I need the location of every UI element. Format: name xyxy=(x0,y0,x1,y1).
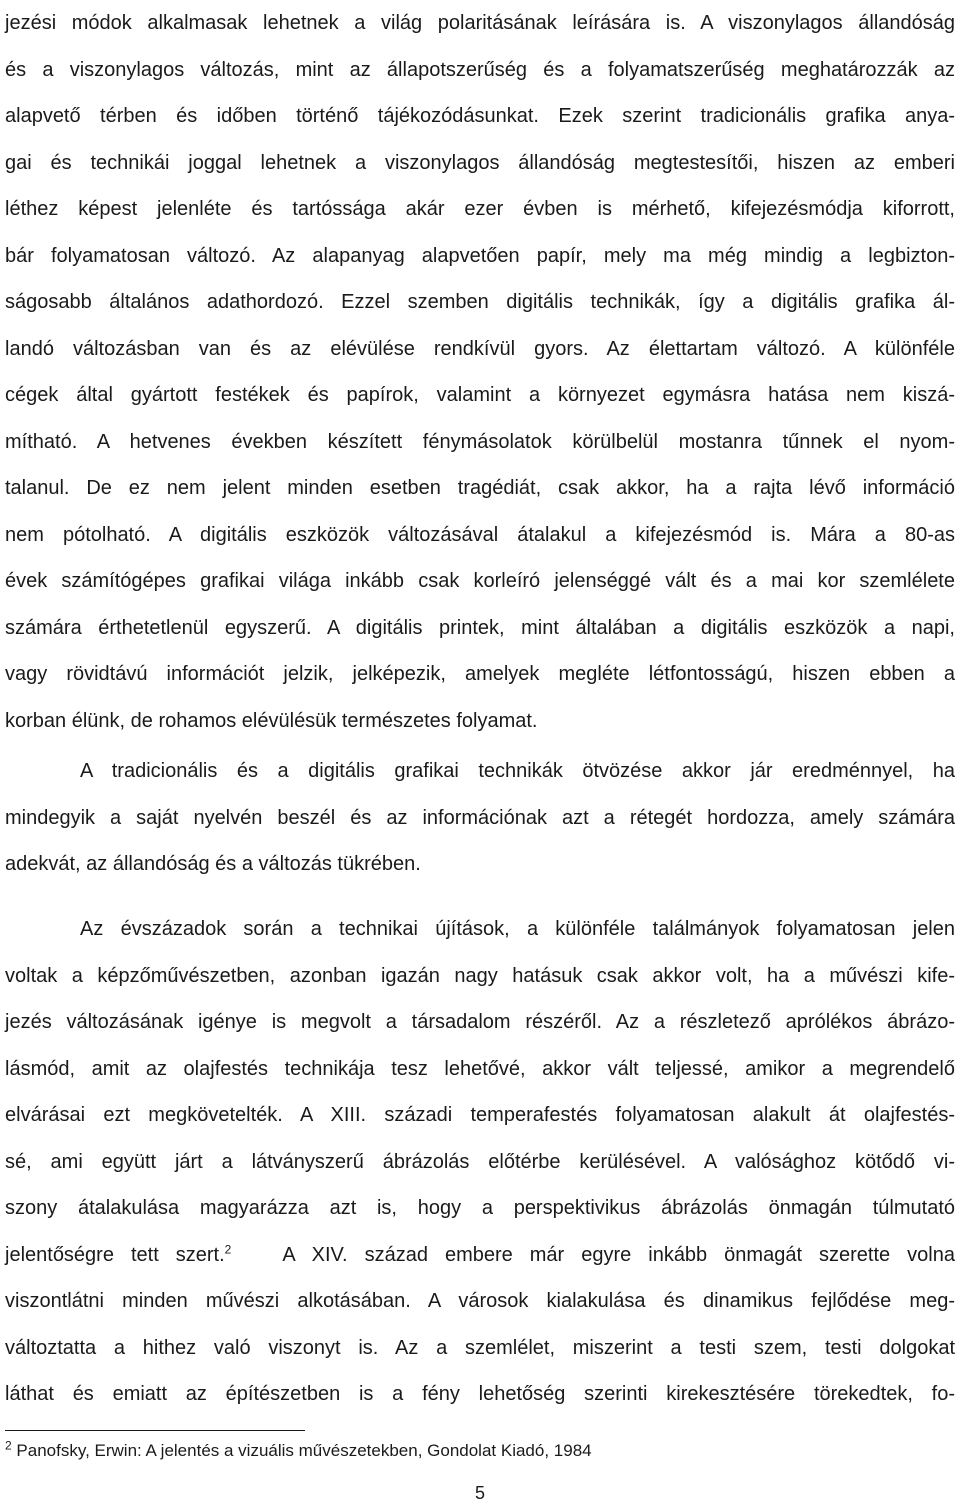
footnote-number: 2 xyxy=(5,1438,12,1453)
text-line: nem pótolható. A digitális eszközök változásával átalakul a kifejezésmód is. Mára a 80-as xyxy=(5,523,955,546)
text-line: adekvát, az állandóság és a változás tükrében. xyxy=(5,853,421,875)
paragraph-1 xyxy=(5,0,955,744)
text-line: láthat és emiatt az építészetben is a fény lehetőség szerinti kirekesztésére törekedtek, fo- xyxy=(5,1383,955,1405)
page-number: 5 xyxy=(474,1483,485,1503)
text-segment: jelentőségre tett szert. xyxy=(5,1243,225,1266)
text-line: vagy rövidtávú információt jelzik, jelképezik, amelyek megléte létfontosságú, hiszen ebben a xyxy=(5,663,955,685)
text-segment: A XIV. század embere már egyre inkább önmagát szerette volna xyxy=(282,1243,955,1266)
footnote-divider xyxy=(5,1430,305,1431)
text-line: változtatta a hithez való viszonyt is. Az a szemlélet, miszerint a testi szem, testi dolgokat xyxy=(5,1336,955,1359)
text-line: cégek által gyártott festékek és papírok, valamint a környezet egymásra hatása nem kiszá- xyxy=(5,384,955,406)
text-line: mítható. A hetvenes években készített fénymásolatok körülbelül mostanra tűnnek el nyom- xyxy=(5,430,955,453)
text-line: léthez képest jelenléte és tartóssága akár ezer évben is mérhető, kifejezésmódja kiforrott, xyxy=(5,198,955,220)
text-line: voltak a képzőművészetben, azonban igazán nagy hatásuk csak akkor volt, ha a művészi kife- xyxy=(5,964,955,987)
text-line: talanul. De ez nem jelent minden esetben tragédiát, csak akkor, ha a rajta lévő információ xyxy=(5,477,955,499)
text-line: viszontlátni minden művészi alkotásában. A városok kialakulása és dinamikus fejlődése meg- xyxy=(5,1290,955,1312)
text-line: sé, ami együtt járt a látványszerű ábrázolás előtérbe kerülésével. A valósághoz kötődő vi- xyxy=(5,1150,955,1173)
paragraph-2 xyxy=(5,748,955,888)
text-line: alapvető térben és időben történő tájékozódásunkat. Ezek szerint tradicionális grafika anya- xyxy=(5,105,955,127)
text-line: bár folyamatosan változó. Az alapanyag alapvetően papír, mely ma még mindig a legbizton- xyxy=(5,244,955,267)
footnote xyxy=(5,1438,592,1464)
text-line: jezés változásának igénye is megvolt a társadalom részéről. Az a részletező aprólékos ábrázo- xyxy=(5,1011,955,1033)
text-line: korban élünk, de rohamos elévülésük természetes folyamat. xyxy=(5,709,538,732)
text-line: és a viszonylagos változás, mint az állapotszerűség és a folyamatszerűség meghatározzák az xyxy=(5,58,955,81)
text-line: mindegyik a saját nyelvén beszél és az információnak azt a rétegét hordozza, amely számára xyxy=(5,806,955,829)
text-line: számára érthetetlenül egyszerű. A digitális printek, mint általában a digitális eszközök a napi, xyxy=(5,616,955,639)
text-line: gai és technikái joggal lehetnek a viszonylagos állandóság megtestesítői, hiszen az emberi xyxy=(5,151,955,174)
text-line: elvárásai ezt megkövetelték. A XIII. századi temperafestés folyamatosan alakult át olajfestés- xyxy=(5,1104,955,1126)
text-line: évek számítógépes grafikai világa inkább csak korleíró jelenséggé vált és a mai kor szemlélete xyxy=(5,570,955,592)
text-line: A tradicionális és a digitális grafikai technikák ötvözése akkor jár eredménnyel, ha xyxy=(80,760,955,782)
text-line-with-footnote xyxy=(5,1232,955,1279)
text-line: jezési módok alkalmasak lehetnek a világ polaritásának leírására is. A viszonylagos állandóság xyxy=(5,12,955,34)
text-line: ságosabb általános adathordozó. Ezzel szemben digitális technikák, így a digitális grafika ál- xyxy=(5,291,955,313)
footnote-reference[interactable]: 2 xyxy=(224,1241,232,1256)
paragraph-3 xyxy=(5,906,955,1418)
text-line: landó változásban van és az elévülése rendkívül gyors. Az élettartam változó. A különféle xyxy=(5,337,955,360)
text-line: szony átalakulása magyarázza azt is, hogy a perspektivikus ábrázolás önmagán túlmutató xyxy=(5,1197,955,1219)
footnote-text: Panofsky, Erwin: A jelentés a vizuális művészetekben, Gondolat Kiadó, 1984 xyxy=(16,1441,592,1460)
text-line: lásmód, amit az olajfestés technikája tesz lehetővé, akkor vált teljessé, amikor a megrendelő xyxy=(5,1057,955,1080)
text-line: Az évszázadok során a technikai újítások, a különféle találmányok folyamatosan jelen xyxy=(80,918,955,940)
